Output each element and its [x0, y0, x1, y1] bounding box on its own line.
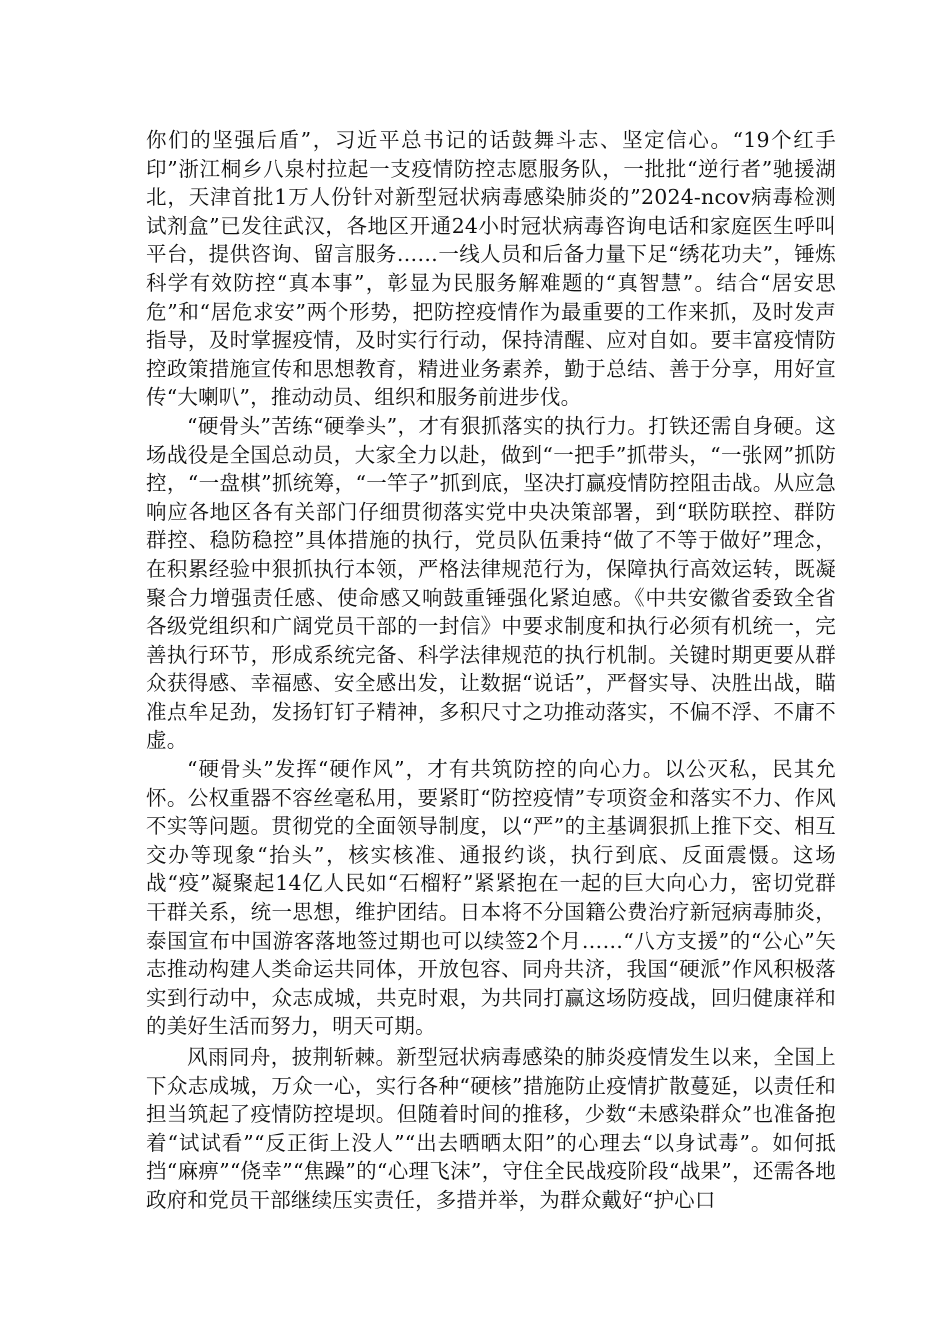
paragraph: 你们的坚强后盾”，习近平总书记的话鼓舞斗志、坚定信心。“19个红手印”浙江桐乡八泉村拉起一支疫情防控志愿服务队，一批批“逆行者”驰援湖北，天津首批1万人份针对新型冠状病毒感染肺炎的”2024-ncov病毒检测试剂盒”已发往武汉，各地区开通24小时冠状病毒咨询电话和家庭医生呼叫平台，提供咨询、留言服务……一线人员和后备力量下足“绣花功夫”，锤炼科学有效防控“真本事”，彰显为民服务解难题的“真智慧”。结合“居安思危”和“居危求安”两个形势，把防控疫情作为最重要的工作来抓，及时发声指导，及时掌握疫情，及时实行行动，保持清醒、应对自如。要丰富疫情防控政策措施宣传和思想教育，精进业务素养，勤于总结、善于分享，用好宣传“大喇叭”，推动动员、组织和服务前进步伐。: [146, 128, 836, 410]
paragraph: “硬骨头”发挥“硬作风”，才有共筑防控的向心力。以公灭私，民其允怀。公权重器不容丝毫私用，要紧盯“防控疫情”专项资金和落实不力、作风不实等问题。贯彻党的全面领导制度，以“严”的主基调狠抓上推下交、相互交办等现象“抬头”，核实核准、通报约谈，执行到底、反面震慑。这场战“疫”凝聚起14亿人民如“石榴籽”紧紧抱在一起的巨大向心力，密切党群干群关系，统一思想，维护团结。日本将不分国籍公费治疗新冠病毒肺炎，泰国宣布中国游客落地签过期也可以续签2个月……“八方支援”的“公心”矢志推动构建人类命运共同体，开放包容、同舟共济，我国“硬派”作风积极落实到行动中，众志成城，共克时艰，为共同打赢这场防疫战，回归健康祥和的美好生活而努力，明天可期。: [146, 757, 836, 1039]
paragraph: “硬骨头”苦练“硬拳头”，才有狠抓落实的执行力。打铁还需自身硬。这场战役是全国总动员，大家全力以赴，做到“一把手”抓带头，“一张网”抓防控，“一盘棋”抓统筹，“一竿子”抓到底，坚决打赢疫情防控阻击战。从应急响应各地区各有关部门仔细贯彻落实党中央决策部署，到“联防联控、群防群控、稳防稳控”具体措施的执行，党员队伍秉持“做了不等于做好”理念，在积累经验中狠抓执行本领，严格法律规范行为，保障执行高效运转，既凝聚合力增强责任感、使命感又响鼓重锤强化紧迫感。《中共安徽省委致全省各级党组织和广阔党员干部的一封信》中要求制度和执行必须有机统一，完善执行环节，形成系统完备、科学法律规范的执行机制。关键时期更要从群众获得感、幸福感、安全感出发，让数据“说话”，严督实导、决胜出战，瞄准点牟足劲，发扬钉钉子精神，多积尺寸之功推动落实，不偏不浮、不庸不虚。: [146, 413, 836, 753]
body-text-section-one: [146, 126, 836, 1041]
body-text-section-two: [146, 1043, 836, 1215]
paragraph: 风雨同舟，披荆斩棘。新型冠状病毒感染的肺炎疫情发生以来，全国上下众志成城，万众一心，实行各种“硬核”措施防止疫情扩散蔓延，以责任和担当筑起了疫情防控堤坝。但随着时间的推移，少数“未感染群众”也准备抱着“试试看”“反正街上没人”“出去晒晒太阳”的心理去“以身试毒”。如何抵挡“麻痹”“侥幸”“焦躁”的“心理飞沫”，守住全民战疫阶段“战果”，还需各地政府和党员干部继续压实责任，多措并举，为群众戴好“护心口: [146, 1045, 836, 1212]
